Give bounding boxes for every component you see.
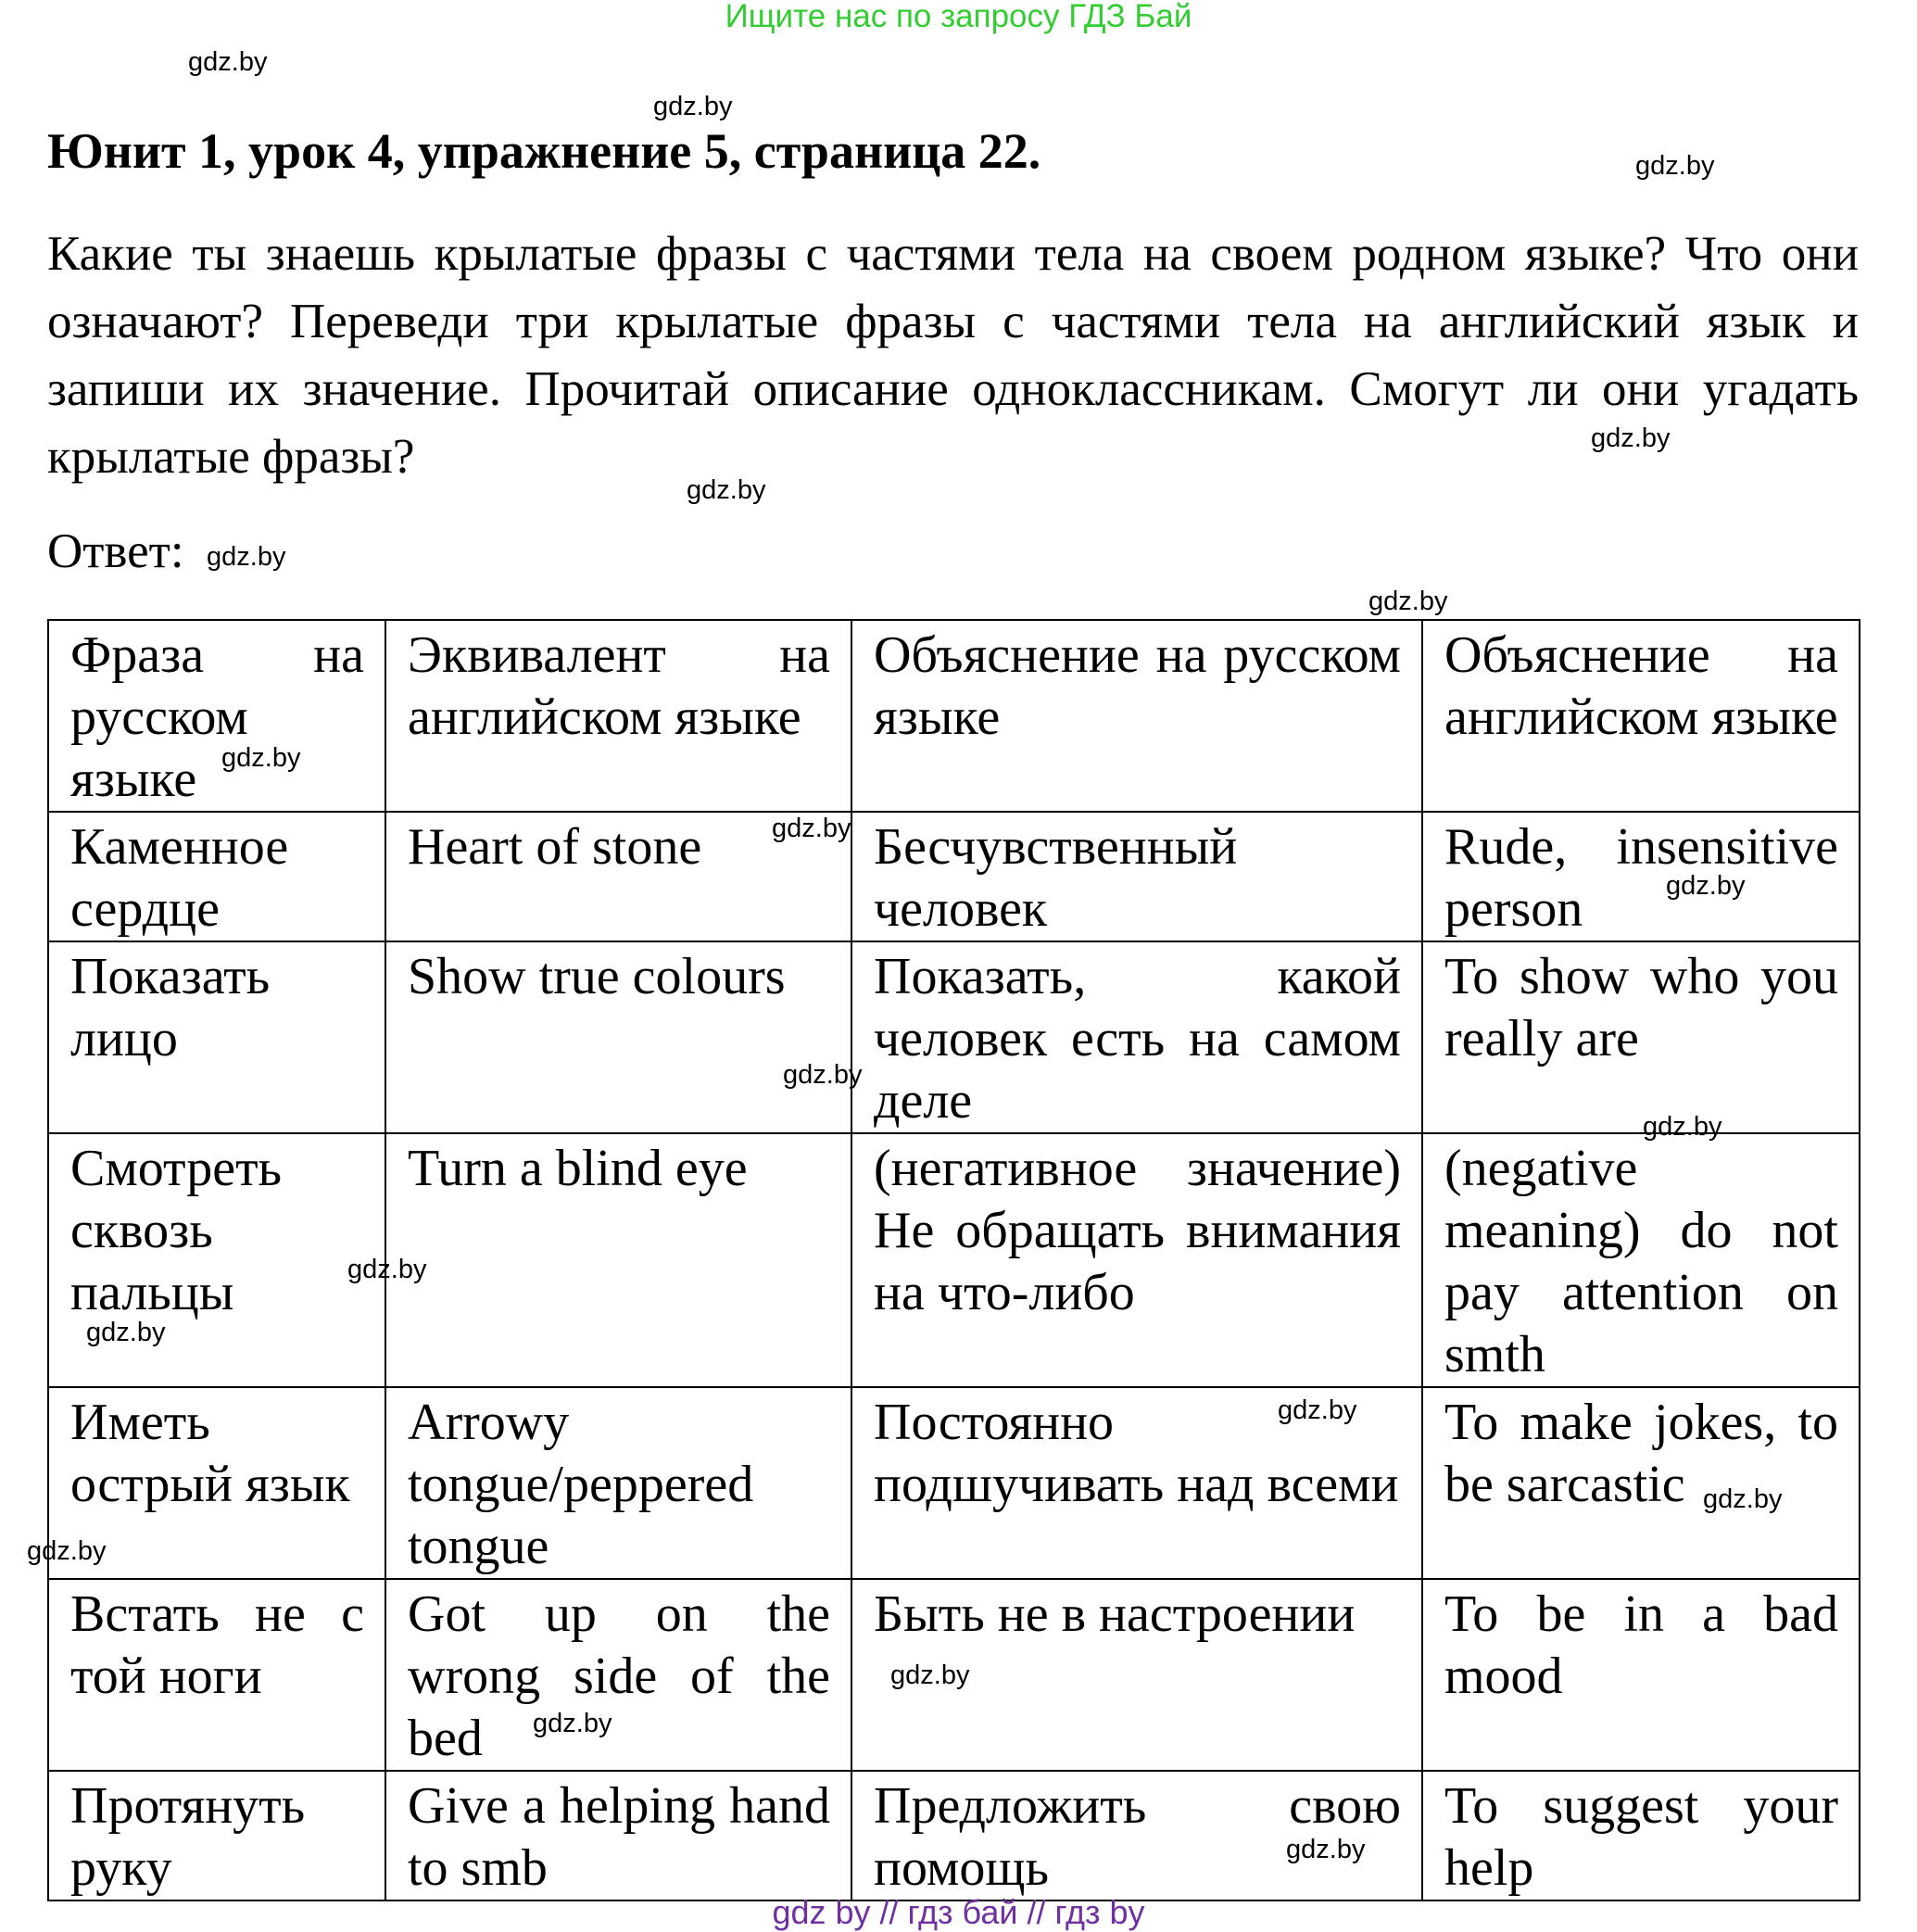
page-title: Юнит 1, урок 4, упражнение 5, страница 22. — [47, 123, 1041, 179]
watermark: gdz.by — [27, 1536, 107, 1566]
table-row — [48, 812, 1860, 941]
table-row — [48, 1387, 1860, 1579]
watermark: gdz.by — [1703, 1484, 1783, 1514]
table-cell: (негативное значение) Не обращать внимания на что-либо — [851, 1133, 1422, 1387]
watermark: gdz.by — [1635, 151, 1715, 181]
table-cell: Предложить свою помощь — [851, 1771, 1422, 1900]
watermark: gdz.by — [86, 1318, 166, 1347]
table-cell: Объяснение на русском языке — [851, 620, 1422, 812]
watermark: gdz.by — [347, 1255, 427, 1284]
table-cell: Протянуть руку — [48, 1771, 385, 1900]
table-cell: Бесчувственный человек — [851, 812, 1422, 941]
search-banner[interactable]: Ищите нас по запросу ГДЗ Бай — [725, 0, 1192, 34]
table-cell: To suggest your help — [1422, 1771, 1860, 1900]
table-cell: Показать, какой человек есть на самом деле — [851, 941, 1422, 1133]
watermark: gdz.by — [221, 743, 301, 773]
task-text: Какие ты знаешь крылатые фразы с частями тела на своем родном языке? Что они означают? Переведи три крылатые фразы с частями тела на английский язык и запиши их значение. Прочитай описание одноклассникам. Смогут ли они угадать крылатые фразы? — [47, 227, 1859, 484]
table-cell: Got up on the wrong side of the bed — [385, 1579, 851, 1771]
table-cell: Эквивалент на английском языке — [385, 620, 851, 812]
table-cell: To make jokes, to be sarcastic — [1422, 1387, 1860, 1579]
table-cell: To be in a bad mood — [1422, 1579, 1860, 1771]
table-cell: Фраза на русском языке — [48, 620, 385, 812]
table-cell: Объяснение на английском языке — [1422, 620, 1860, 812]
watermark: gdz.by — [533, 1709, 612, 1738]
watermark: gdz.by — [1368, 587, 1448, 616]
table-cell: Rude, insensitive person — [1422, 812, 1860, 941]
table-cell: Встать не с той ноги — [48, 1579, 385, 1771]
table-cell: Быть не в настроении — [851, 1579, 1422, 1771]
watermark: gdz.by — [207, 542, 286, 572]
watermark: gdz.by — [1278, 1395, 1357, 1425]
answer-table — [47, 619, 1860, 1901]
table-cell: (negative meaning) do not pay attention on smth — [1422, 1133, 1860, 1387]
answer-label: Ответ: — [47, 524, 184, 578]
table-row — [48, 1771, 1860, 1900]
watermark: gdz.by — [783, 1060, 863, 1090]
table-cell: Смотреть сквозь пальцы — [48, 1133, 385, 1387]
table-row — [48, 941, 1860, 1133]
watermark: gdz.by — [1643, 1112, 1722, 1142]
watermark: gdz.by — [1286, 1835, 1366, 1864]
table-cell: To show who you really are — [1422, 941, 1860, 1133]
watermark: gdz.by — [1591, 423, 1671, 453]
table-cell: Иметь острый язык — [48, 1387, 385, 1579]
watermark: gdz.by — [890, 1661, 970, 1690]
watermark: gdz.by — [653, 92, 733, 121]
table-cell: Give a helping hand to smb — [385, 1771, 851, 1900]
table-cell: Heart of stone — [385, 812, 851, 941]
table-header-row — [48, 620, 1860, 812]
table-cell: Show true colours — [385, 941, 851, 1133]
watermark: gdz.by — [188, 47, 268, 77]
table-cell: Каменное сердце — [48, 812, 385, 941]
table-cell: Arrowy tongue/peppered tongue — [385, 1387, 851, 1579]
watermark: gdz.by — [1666, 871, 1746, 901]
table-cell: Показать лицо — [48, 941, 385, 1133]
table-cell: Постоянно подшучивать над всеми — [851, 1387, 1422, 1579]
footer-links[interactable]: gdz by // гдз бай // гдз by — [772, 1893, 1145, 1931]
table-row — [48, 1133, 1860, 1387]
table-cell: Turn a blind eye — [385, 1133, 851, 1387]
watermark: gdz.by — [772, 814, 851, 843]
watermark: gdz.by — [687, 475, 766, 505]
